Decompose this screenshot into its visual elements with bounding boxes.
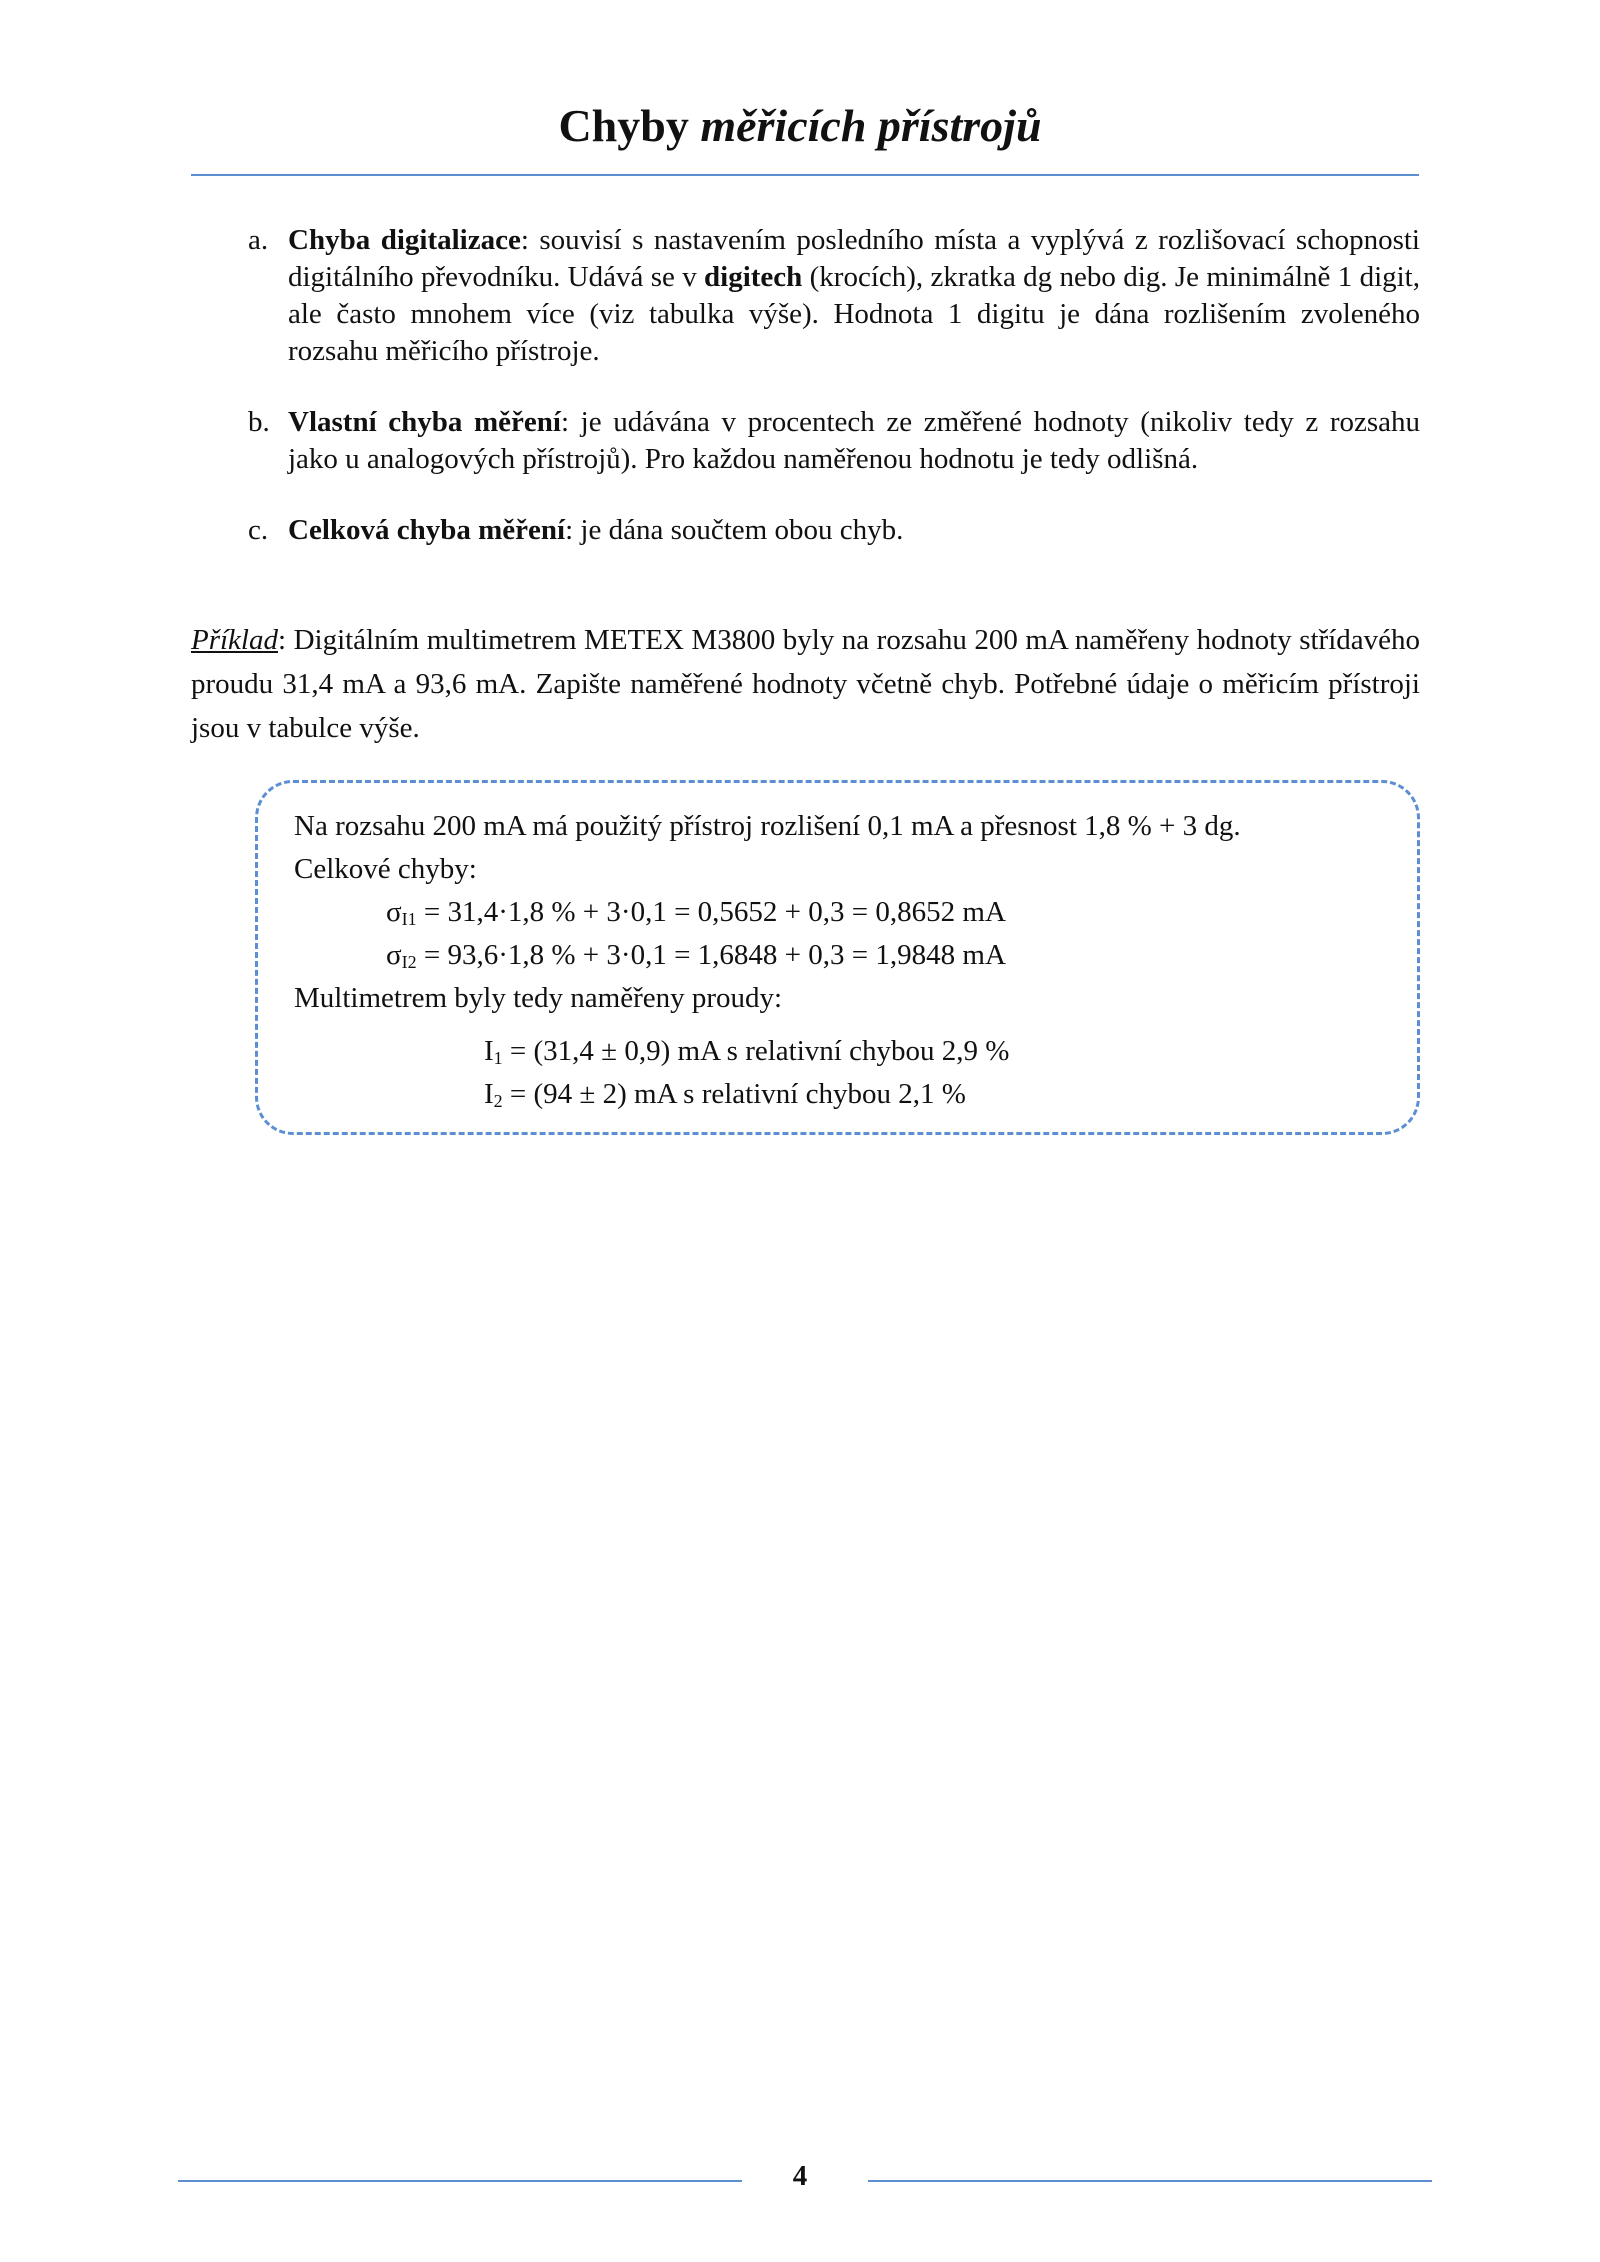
example-label: Příklad bbox=[191, 624, 278, 656]
solution-result-1 bbox=[484, 1030, 1009, 1073]
subscript: 2 bbox=[493, 1091, 503, 1111]
solution-equation-2 bbox=[386, 934, 1006, 977]
list-text: (krocích), zkratka dg nebo dig. Je minimálně 1 digit, ale často mnohem více (viz tabulka výše). Hodnota 1 digitu je dána rozlišením zvoleného rozsahu měřicího přístroje. bbox=[288, 261, 1420, 367]
title-italic: měřicích přístrojů bbox=[700, 100, 1042, 151]
current-symbol: I bbox=[484, 1078, 494, 1110]
footer-divider-left bbox=[178, 2180, 742, 2182]
error-types-list bbox=[248, 222, 1420, 549]
result-text: = (94 ± 2) mA s relativní chybou 2,1 % bbox=[502, 1078, 966, 1110]
example-text: : Digitálním multimetrem METEX M3800 byly na rozsahu 200 mA naměřeny hodnoty střídavého proudu 31,4 mA a 93,6 mA. Zapište naměřené hodnoty včetně chyb. Potřebné údaje o měřicím přístroji jsou v tabulce výše. bbox=[191, 624, 1420, 744]
equation-text: = 31,4·1,8 % + 3·0,1 = 0,5652 + 0,3 = 0,8652 mA bbox=[416, 896, 1006, 928]
list-marker: c. bbox=[248, 514, 269, 546]
list-text: : je dána součtem obou chyb. bbox=[565, 514, 904, 546]
sigma-symbol: σ bbox=[386, 896, 402, 928]
list-term: Chyba digitalizace bbox=[288, 224, 521, 256]
list-bold-term: digitech bbox=[704, 261, 803, 293]
current-symbol: I bbox=[484, 1035, 494, 1067]
subscript: I2 bbox=[401, 952, 417, 972]
page-title bbox=[0, 96, 1600, 156]
solution-equation-1 bbox=[386, 891, 1006, 934]
result-text: = (31,4 ± 0,9) mA s relativní chybou 2,9 % bbox=[502, 1035, 1010, 1067]
equation-text: = 93,6·1,8 % + 3·0,1 = 1,6848 + 0,3 = 1,9848 mA bbox=[416, 939, 1006, 971]
list-marker: a. bbox=[248, 224, 269, 256]
subscript: I1 bbox=[401, 909, 417, 929]
sigma-symbol: σ bbox=[386, 939, 402, 971]
list-term: Vlastní chyba měření bbox=[288, 406, 561, 438]
solution-result-label: Multimetrem byly tedy naměřeny proudy: bbox=[294, 982, 783, 1014]
title-regular: Chyby bbox=[558, 100, 689, 151]
subscript: 1 bbox=[493, 1048, 503, 1068]
list-item-digitization-error bbox=[248, 222, 1420, 370]
list-text: : souvisí s nastavením posledního místa a vyplývá z rozlišovací schopnosti digitálního převodníku. Udává se v bbox=[288, 224, 1420, 293]
list-item-total-error bbox=[248, 512, 1420, 549]
list-term: Celková chyba měření bbox=[288, 514, 566, 546]
title-divider bbox=[191, 174, 1419, 176]
list-text: : je udávána v procentech ze změřené hodnoty (nikoliv tedy z rozsahu jako u analogových přístrojů). Pro každou naměřenou hodnotu je tedy odlišná. bbox=[288, 406, 1421, 475]
list-marker: b. bbox=[248, 406, 270, 438]
example-paragraph bbox=[191, 618, 1420, 750]
footer-divider-right bbox=[868, 2180, 1432, 2182]
solution-result-2 bbox=[484, 1073, 966, 1116]
solution-errors-label: Celkové chyby: bbox=[294, 853, 477, 885]
list-item-intrinsic-error bbox=[248, 404, 1420, 478]
solution-box bbox=[255, 780, 1420, 1135]
page-number: 4 bbox=[792, 2160, 808, 2192]
solution-intro: Na rozsahu 200 mA má použitý přístroj rozlišení 0,1 mA a přesnost 1,8 % + 3 dg. bbox=[294, 810, 1241, 842]
